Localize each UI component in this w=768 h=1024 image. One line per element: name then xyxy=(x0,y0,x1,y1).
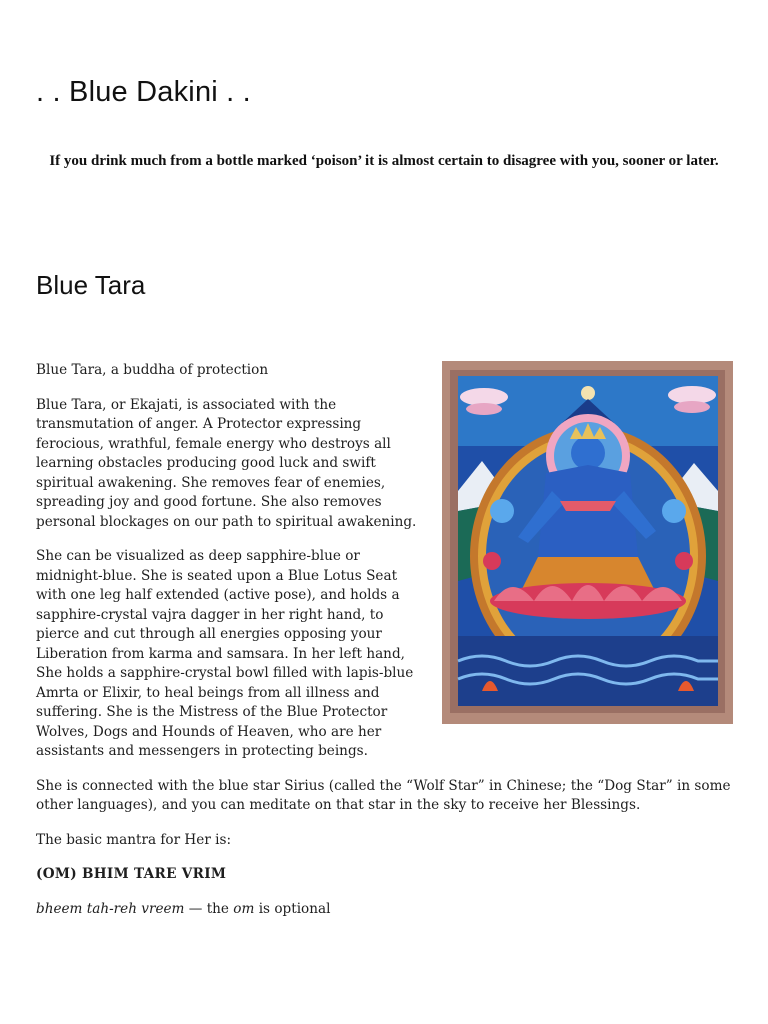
blue-tara-thangka-icon xyxy=(442,361,733,724)
section-heading: Blue Tara xyxy=(36,270,146,300)
article-body xyxy=(36,361,736,934)
paragraph: The basic mantra for Her is: xyxy=(36,831,232,848)
paragraph: She can be visualized as deep sapphire-blue or midnight-blue. She is seated upon a Blue Lotus Seat with one leg half extended (active pose), and holds a sapphire-crystal vajra dagger in her right hand, to pierce and cut through all energies opposing your Liberation from karma and samsara. In her left hand, She holds a sapphire-crystal bowl filled with lapis-blue Amrta or Elixir, to heal beings from all illness and suffering. She is the Mistress of the Blue Protector Wolves, Dogs and Hounds of Heaven, who are her assistants and messengers in protecting beings. xyxy=(36,548,414,759)
paragraph: She is connected with the blue star Sirius (called the “Wolf Star” in Chinese; the “Dog Star” in some other languages), and you can meditate on that star in the sky to receive her Blessings. xyxy=(36,777,731,813)
site-title: . . Blue Dakini . . xyxy=(36,76,251,108)
tagline-quote: If you drink much from a bottle marked ‘poison’ it is almost certain to disagree with you, sooner or later. xyxy=(49,153,719,169)
pronunciation-om: om xyxy=(233,900,255,917)
pronunciation-rest: is optional xyxy=(258,900,331,917)
paragraph: Blue Tara, or Ekajati, is associated with the transmutation of anger. A Protector expressing ferocious, wrathful, female energy who destroys all learning obstacles producing good luck and swift spiritual awakening. She removes fear of enemies, spreading joy and good fortune. She also removes personal blockages on our path to spiritual awakening. xyxy=(36,396,417,530)
pronunciation-dash: — xyxy=(188,900,203,917)
mantra: (OM) BHIM TARE VRIM xyxy=(36,866,227,882)
paragraph: Blue Tara, a buddha of protection xyxy=(36,362,269,378)
pronunciation-the: the xyxy=(206,900,229,917)
pronunciation-phonetic: bheem tah-reh vreem xyxy=(36,900,185,917)
pronunciation-line xyxy=(36,900,736,920)
